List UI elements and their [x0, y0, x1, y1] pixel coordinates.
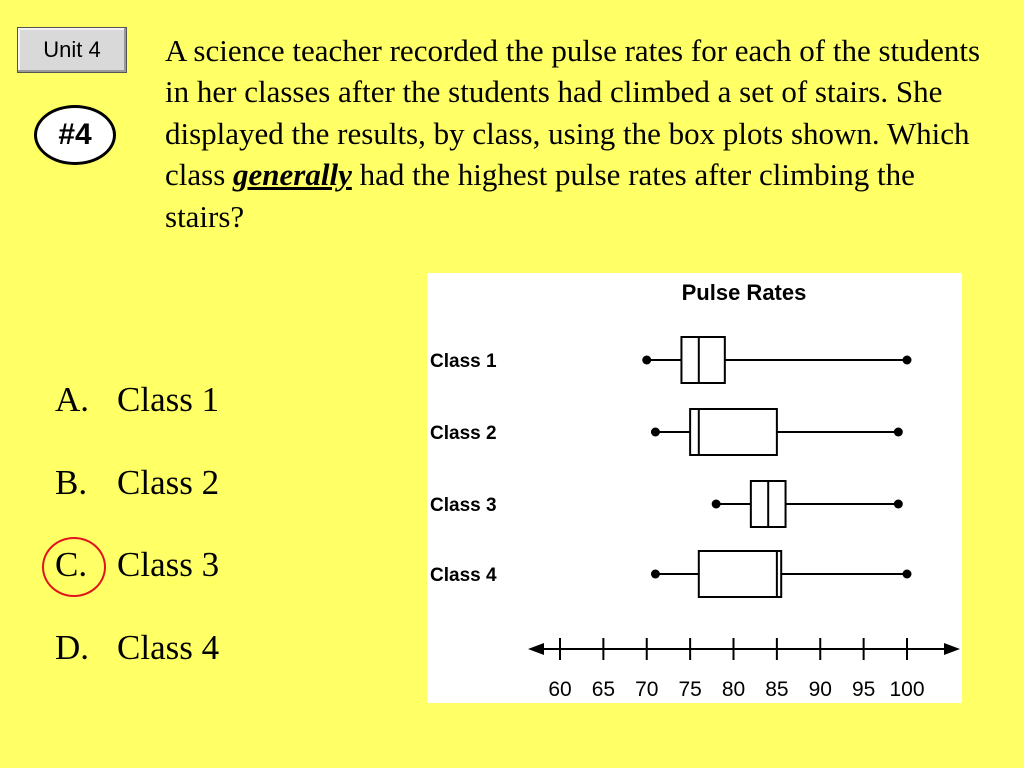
box-plot-chart	[427, 273, 962, 703]
min-point	[651, 570, 660, 579]
tick-label: 85	[765, 678, 789, 701]
class-label: Class 4	[430, 565, 497, 586]
question-part-2: had the highest pulse rates after climbing the stairs?	[165, 157, 915, 234]
class-label: Class 2	[430, 423, 497, 444]
box	[699, 551, 781, 597]
unit-label: Unit 4	[43, 37, 101, 62]
tick-label: 60	[548, 678, 572, 701]
max-point	[903, 570, 912, 579]
tick-label: 100	[889, 678, 925, 701]
answer-letter: D.	[55, 628, 90, 667]
number-line-arrow-left	[528, 643, 544, 655]
question-emphasis: generally	[233, 157, 352, 193]
box-plot-svg	[427, 273, 962, 703]
class-label: Class 3	[430, 495, 497, 516]
answer-text: Class 2	[117, 463, 220, 502]
answer-option-b[interactable]	[55, 463, 219, 503]
max-point	[894, 500, 903, 509]
tick-label: 90	[808, 678, 832, 701]
answer-option-d[interactable]	[55, 628, 219, 668]
answer-text: Class 1	[117, 380, 220, 419]
answer-letter: C.	[55, 545, 88, 584]
question-number-badge	[34, 105, 116, 165]
max-point	[894, 428, 903, 437]
box	[681, 337, 724, 383]
box	[690, 409, 777, 455]
tick-label: 65	[591, 678, 616, 701]
question-number: #4	[58, 118, 92, 151]
class-label: Class 1	[430, 351, 497, 372]
chart-title: Pulse Rates	[681, 280, 807, 305]
tick-label: 95	[851, 678, 876, 701]
answer-option-a[interactable]	[55, 380, 219, 420]
tick-label: 75	[678, 678, 702, 701]
question-part-1: A science teacher recorded the pulse rates for each of the students in her classes after the students had climbed a set of stairs. She displayed the results, by class, using the box plots shown. Which class	[165, 33, 981, 193]
min-point	[712, 500, 721, 509]
selected-answer-circle	[42, 537, 106, 597]
min-point	[651, 428, 660, 437]
tick-label: 80	[721, 678, 746, 701]
question-text	[165, 30, 995, 237]
tick-label: 70	[635, 678, 659, 701]
number-line-arrow-right	[944, 643, 960, 655]
min-point	[642, 356, 651, 365]
answer-text: Class 4	[117, 628, 220, 667]
answer-letter: A.	[55, 380, 90, 419]
answer-letter: B.	[55, 463, 88, 502]
answer-text: Class 3	[117, 545, 220, 584]
max-point	[903, 356, 912, 365]
unit-badge	[17, 27, 127, 73]
